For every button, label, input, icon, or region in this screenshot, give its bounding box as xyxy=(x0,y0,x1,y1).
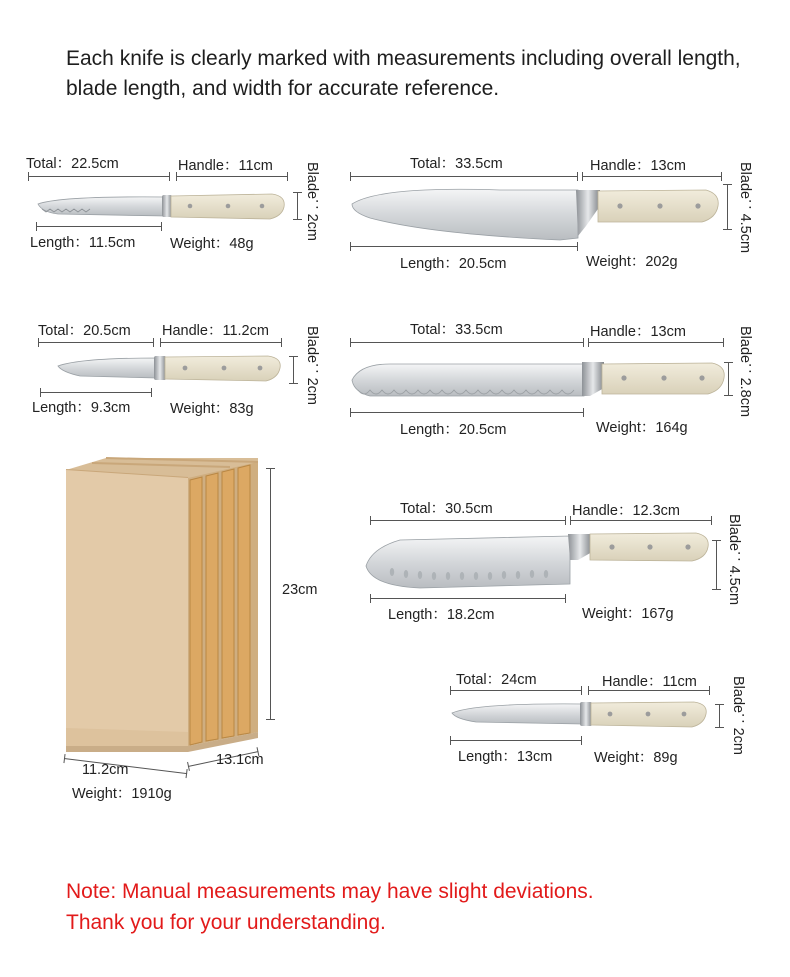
santoku-blade-label: Blade：4.5cm xyxy=(726,514,742,606)
santoku-length-label: Length：18.2cm xyxy=(388,607,495,623)
santoku-total-dimension-line xyxy=(370,520,566,521)
steak-handle-label: Handle：11cm xyxy=(178,158,273,174)
santoku-length-dimension-line xyxy=(370,598,566,599)
knife-bread-illustration xyxy=(352,362,724,396)
knife-chef-illustration xyxy=(352,189,718,240)
chef-weight-label: Weight：202g xyxy=(586,254,678,270)
steak-total-label: Total：22.5cm xyxy=(26,156,119,172)
steak-blade-label: Blade：2cm xyxy=(304,162,320,241)
chef-blade-dimension-line xyxy=(727,184,728,230)
knife-santoku-illustration xyxy=(366,533,708,588)
bread-length-label: Length：20.5cm xyxy=(400,422,507,438)
steak-total-dimension-line xyxy=(28,176,170,177)
utility-blade-dimension-line xyxy=(719,704,720,728)
steak-handle-dimension-line xyxy=(176,176,288,177)
steak-blade-dimension-line xyxy=(297,192,298,220)
steak-weight-label: Weight：48g xyxy=(170,236,254,252)
santoku-handle-label: Handle：12.3cm xyxy=(572,503,680,519)
utility-weight-label: Weight：89g xyxy=(594,750,678,766)
bread-total-label: Total：33.5cm xyxy=(410,322,503,338)
chef-length-dimension-line xyxy=(350,246,578,247)
steak-length-dimension-line xyxy=(36,226,162,227)
chef-total-label: Total：33.5cm xyxy=(410,156,503,172)
utility-total-dimension-line xyxy=(450,690,582,691)
note-line-2: Thank you for your understanding. xyxy=(66,911,386,934)
utility-total-label: Total：24cm xyxy=(456,672,537,688)
bread-weight-label: Weight：164g xyxy=(596,420,688,436)
chef-total-dimension-line xyxy=(350,176,578,177)
steak-length-label: Length：11.5cm xyxy=(30,235,136,251)
paring-weight-label: Weight：83g xyxy=(170,401,254,417)
chef-length-label: Length：20.5cm xyxy=(400,256,507,272)
utility-handle-label: Handle：11cm xyxy=(602,674,697,690)
knife-utility-illustration xyxy=(452,702,706,727)
chef-blade-label: Blade：4.5cm xyxy=(737,162,753,254)
paring-blade-dimension-line xyxy=(293,356,294,384)
paring-total-dimension-line xyxy=(38,342,154,343)
intro-text: Each knife is clearly marked with measurements including overall length, blade length, and width for accurate reference. xyxy=(66,47,741,100)
knife-paring-illustration xyxy=(58,356,280,381)
santoku-blade-dimension-line xyxy=(716,540,717,590)
santoku-weight-label: Weight：167g xyxy=(582,606,674,622)
block-weight-label: Weight：1910g xyxy=(72,786,172,802)
santoku-handle-dimension-line xyxy=(570,520,712,521)
santoku-total-label: Total：30.5cm xyxy=(400,501,493,517)
paring-total-label: Total：20.5cm xyxy=(38,323,131,339)
utility-length-label: Length：13cm xyxy=(458,749,553,765)
chef-handle-label: Handle：13cm xyxy=(590,158,686,174)
block-depth-label: 13.1cm xyxy=(216,752,264,768)
paring-handle-dimension-line xyxy=(160,342,282,343)
knife-steak-illustration xyxy=(38,194,284,219)
utility-length-dimension-line xyxy=(450,740,582,741)
bread-blade-dimension-line xyxy=(728,362,729,396)
bread-handle-label: Handle：13cm xyxy=(590,324,686,340)
note-line-1: Note: Manual measurements may have slight deviations. xyxy=(66,880,594,903)
knife-block-illustration xyxy=(66,458,258,752)
block-height-dimension-line xyxy=(270,468,271,720)
chef-handle-dimension-line xyxy=(582,176,722,177)
deviation-note xyxy=(66,876,766,938)
block-height-label: 23cm xyxy=(282,582,318,598)
paring-blade-label: Blade：2cm xyxy=(304,326,320,405)
bread-total-dimension-line xyxy=(350,342,584,343)
bread-handle-dimension-line xyxy=(588,342,724,343)
bread-blade-label: Blade：2.8cm xyxy=(737,326,753,418)
paring-handle-label: Handle：11.2cm xyxy=(162,323,269,339)
block-width-label: 11.2cm xyxy=(82,762,129,778)
utility-blade-label: Blade：2cm xyxy=(730,676,746,755)
bread-length-dimension-line xyxy=(350,412,584,413)
paring-length-label: Length：9.3cm xyxy=(32,400,131,416)
paring-length-dimension-line xyxy=(40,392,152,393)
